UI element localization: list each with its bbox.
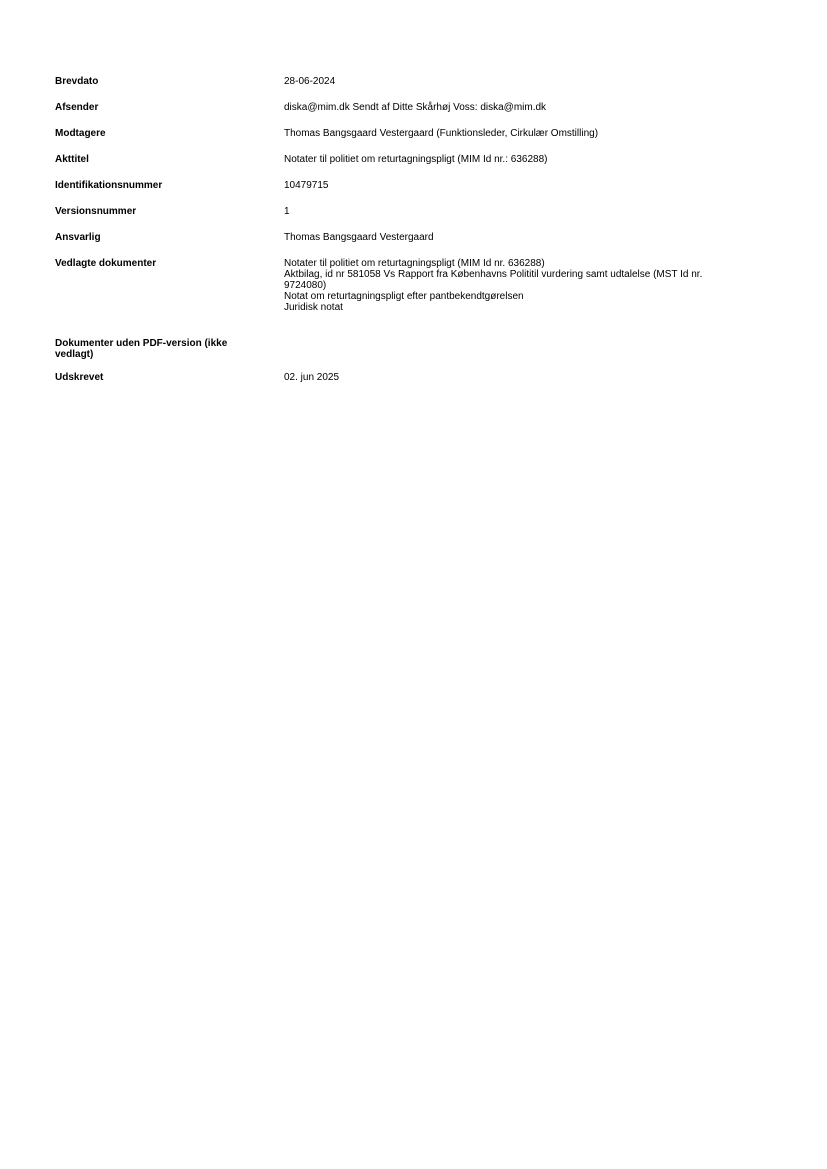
row-ansvarlig xyxy=(55,232,785,258)
row-vedlagte-dokumenter xyxy=(55,258,785,338)
value-udskrevet: 02. jun 2025 xyxy=(284,372,340,383)
attachment-line: Juridisk notat xyxy=(284,302,343,313)
label-ansvarlig: Ansvarlig xyxy=(55,232,101,243)
value-identifikationsnummer: 10479715 xyxy=(284,180,329,191)
label-afsender: Afsender xyxy=(55,102,99,113)
row-akttitel xyxy=(55,154,785,180)
label-identifikationsnummer: Identifikationsnummer xyxy=(55,180,163,191)
label-dokumenter-uden-pdf xyxy=(55,338,284,360)
label-brevdato: Brevdato xyxy=(55,76,99,87)
row-brevdato xyxy=(55,76,785,102)
label-line: vedlagt) xyxy=(55,349,94,360)
row-afsender xyxy=(55,102,785,128)
row-dokumenter-uden-pdf xyxy=(55,338,785,372)
row-udskrevet xyxy=(55,372,785,392)
value-akttitel: Notater til politiet om returtagningspligt (MIM Id nr.: 636288) xyxy=(284,154,548,165)
label-modtagere: Modtagere xyxy=(55,128,106,139)
label-vedlagte-dokumenter: Vedlagte dokumenter xyxy=(55,258,157,269)
row-modtagere xyxy=(55,128,785,154)
value-afsender: diska@mim.dk Sendt af Ditte Skårhøj Voss: diska@mim.dk xyxy=(284,102,547,113)
row-identifikationsnummer xyxy=(55,180,785,206)
row-versionsnummer xyxy=(55,206,785,232)
value-brevdato: 28-06-2024 xyxy=(284,76,336,87)
value-vedlagte-dokumenter xyxy=(284,258,785,313)
attachment-line: Notat om returtagningspligt efter pantbekendtgørelsen xyxy=(284,291,524,302)
document-metadata-table xyxy=(55,76,785,392)
label-udskrevet: Udskrevet xyxy=(55,372,104,383)
label-akttitel: Akttitel xyxy=(55,154,89,165)
label-line: Dokumenter uden PDF-version (ikke xyxy=(55,338,228,349)
attachment-line: 9724080) xyxy=(284,280,327,291)
attachment-line: Aktbilag, id nr 581058 Vs Rapport fra Københavns Polititil vurdering samt udtalelse (MST Id nr. xyxy=(284,269,703,280)
value-modtagere: Thomas Bangsgaard Vestergaard (Funktionsleder, Cirkulær Omstilling) xyxy=(284,128,599,139)
attachment-line: Notater til politiet om returtagningspligt (MIM Id nr. 636288) xyxy=(284,258,545,269)
label-versionsnummer: Versionsnummer xyxy=(55,206,137,217)
value-ansvarlig: Thomas Bangsgaard Vestergaard xyxy=(284,232,434,243)
value-versionsnummer: 1 xyxy=(284,206,290,217)
